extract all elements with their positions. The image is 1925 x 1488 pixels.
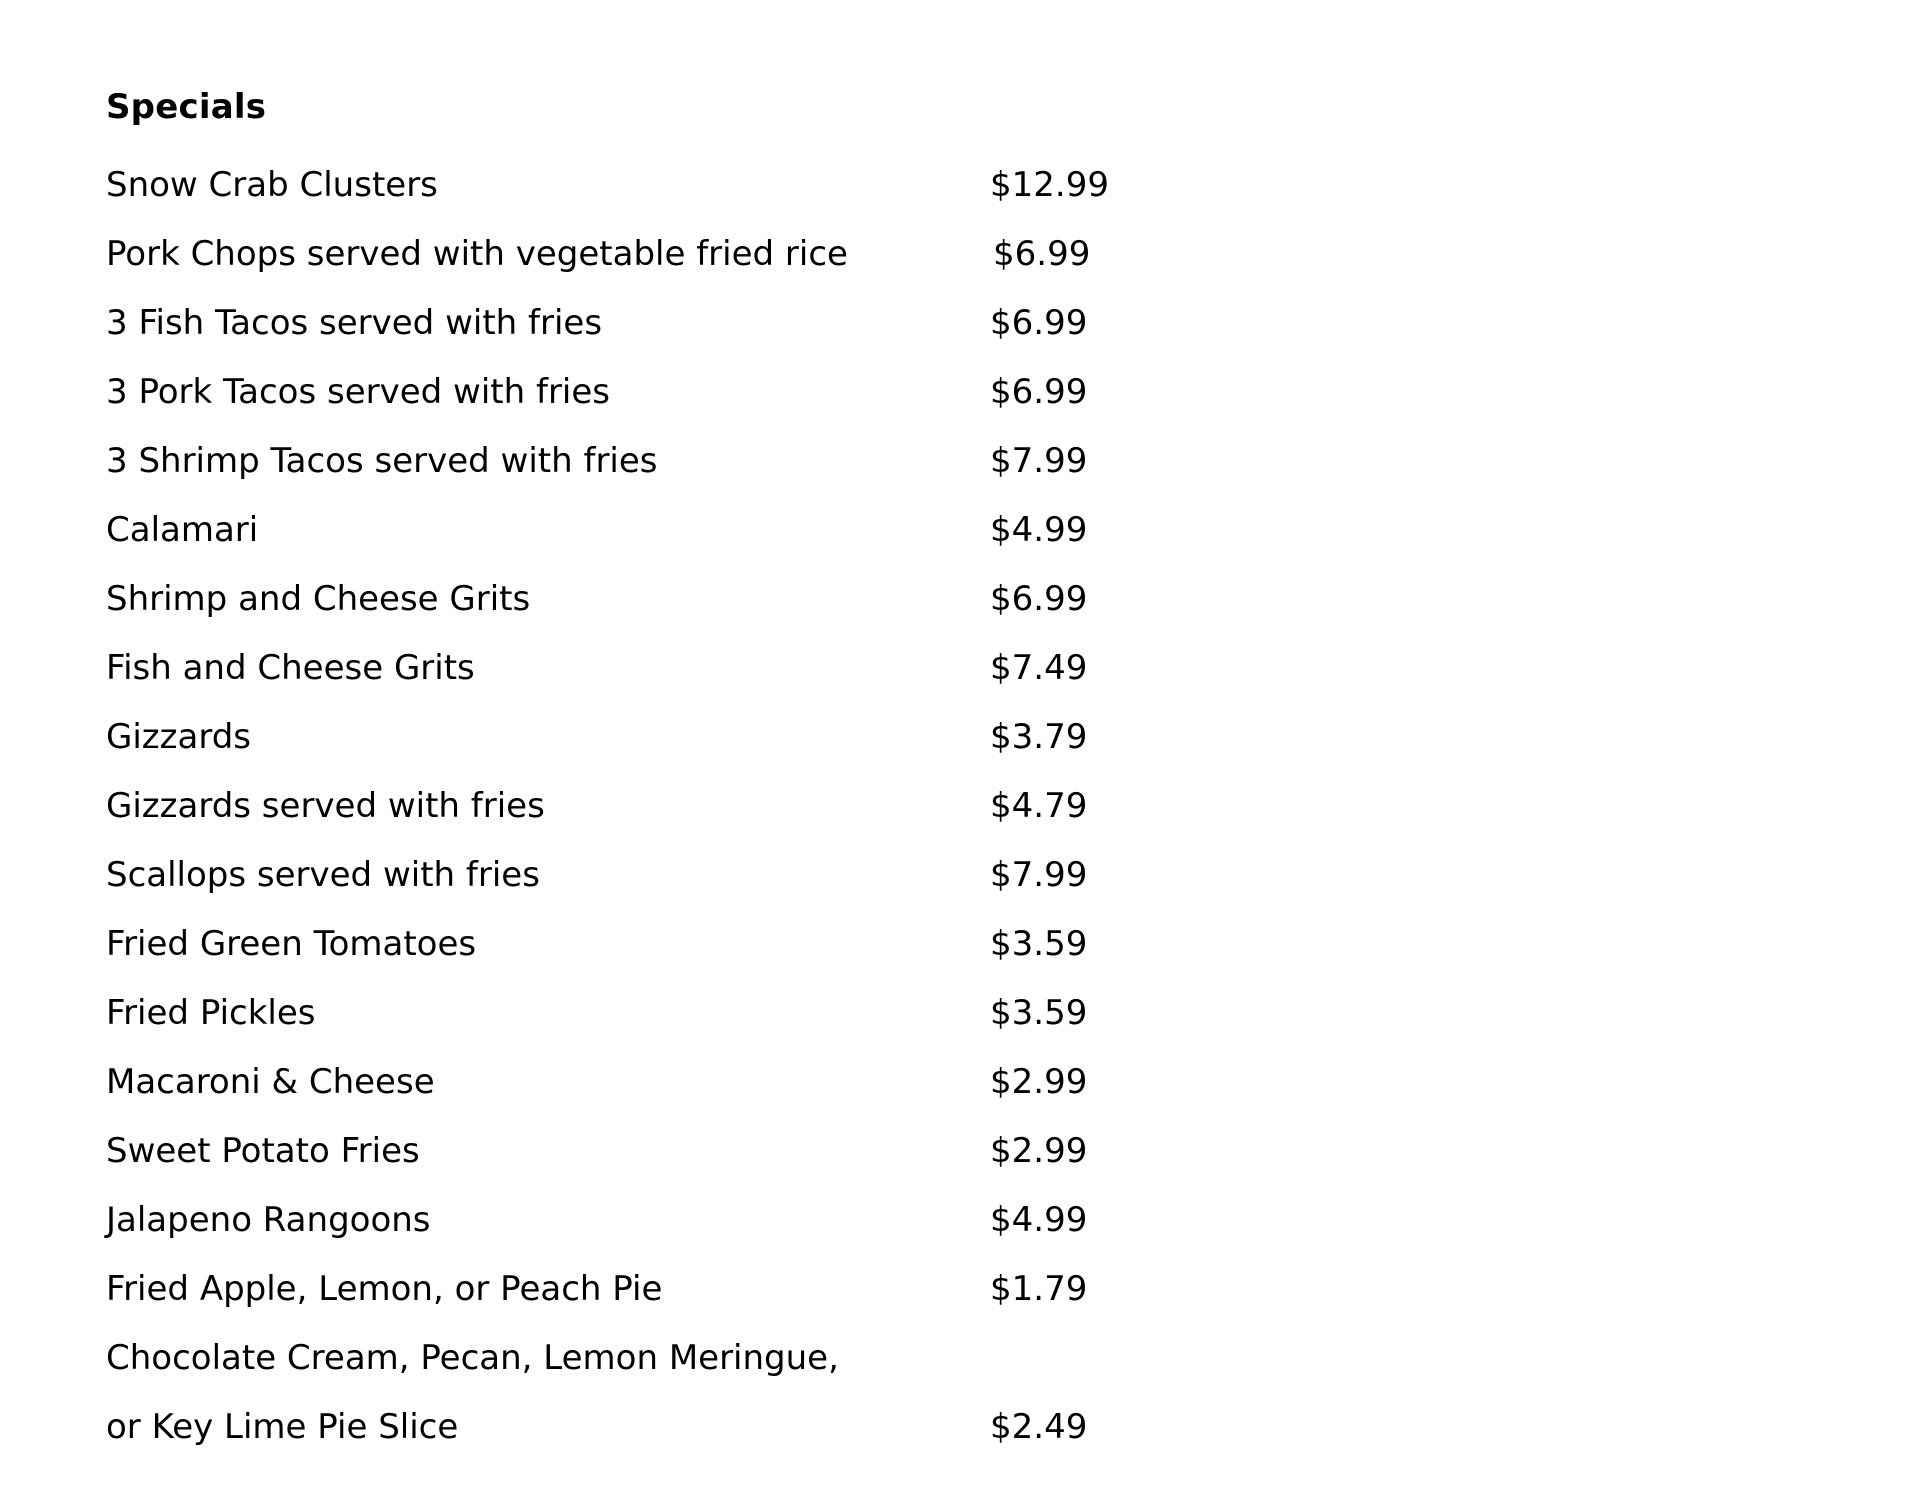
menu-item [106,841,1206,910]
menu-item-price: $6.99 [990,579,1088,619]
specials-heading: Specials [106,87,267,127]
menu-item-price: $4.79 [990,786,1088,826]
specials-list [106,151,1206,1462]
menu-item-name: 3 Pork Tacos served with fries [106,372,611,412]
menu-item [106,289,1206,358]
menu-item-price: $2.99 [990,1062,1088,1102]
menu-item [106,910,1206,979]
menu-item-price: $6.99 [990,372,1088,412]
menu-item-name: Fried Pickles [106,993,316,1033]
menu-item-name: Scallops served with fries [106,855,540,895]
menu-item [106,1324,1206,1462]
menu-item-name: 3 Shrimp Tacos served with fries [106,441,658,481]
menu-item-name: Fried Green Tomatoes [106,924,477,964]
menu-item-price: $12.99 [990,165,1109,205]
menu-item [106,220,1206,289]
menu-item-name [106,1324,839,1462]
menu-item-price: $2.49 [990,1407,1088,1447]
menu-item-name: Gizzards served with fries [106,786,545,826]
menu-item-name-line: Chocolate Cream, Pecan, Lemon Meringue, [106,1338,839,1378]
menu-item [106,1255,1206,1324]
menu-item-name: Fried Apple, Lemon, or Peach Pie [106,1269,663,1309]
menu-item-price: $2.99 [990,1131,1088,1171]
menu-item [106,565,1206,634]
menu-item-name: Gizzards [106,717,251,757]
menu-item [106,703,1206,772]
menu-item-price: $3.59 [990,993,1088,1033]
menu-item-name-line: or Key Lime Pie Slice [106,1407,459,1447]
menu-item [106,496,1206,565]
menu-item-name: Snow Crab Clusters [106,165,438,205]
menu-item [106,1117,1206,1186]
menu-item-price: $3.79 [990,717,1088,757]
menu-item-name: 3 Fish Tacos served with fries [106,303,603,343]
menu-item-name: Pork Chops served with vegetable fried rice [106,234,848,274]
menu-item-name: Calamari [106,510,259,550]
menu-item-price: $1.79 [990,1269,1088,1309]
menu-item [106,1048,1206,1117]
menu-item-price: $6.99 [993,234,1091,274]
menu-item-name: Jalapeno Rangoons [106,1200,431,1240]
menu-item [106,772,1206,841]
menu-item [106,979,1206,1048]
menu-item-price: $4.99 [990,510,1088,550]
menu-item-name: Fish and Cheese Grits [106,648,475,688]
menu-item-name: Shrimp and Cheese Grits [106,579,531,619]
menu-item-name: Sweet Potato Fries [106,1131,420,1171]
menu-item-price: $7.99 [990,441,1088,481]
menu-item [106,358,1206,427]
menu-item-name: Macaroni & Cheese [106,1062,435,1102]
menu-item [106,634,1206,703]
menu-item-price: $7.99 [990,855,1088,895]
menu-item-price: $6.99 [990,303,1088,343]
menu-item-price: $4.99 [990,1200,1088,1240]
menu-item-price: $7.49 [990,648,1088,688]
menu-item-price: $3.59 [990,924,1088,964]
menu-item [106,1186,1206,1255]
menu-item [106,427,1206,496]
menu-item [106,151,1206,220]
